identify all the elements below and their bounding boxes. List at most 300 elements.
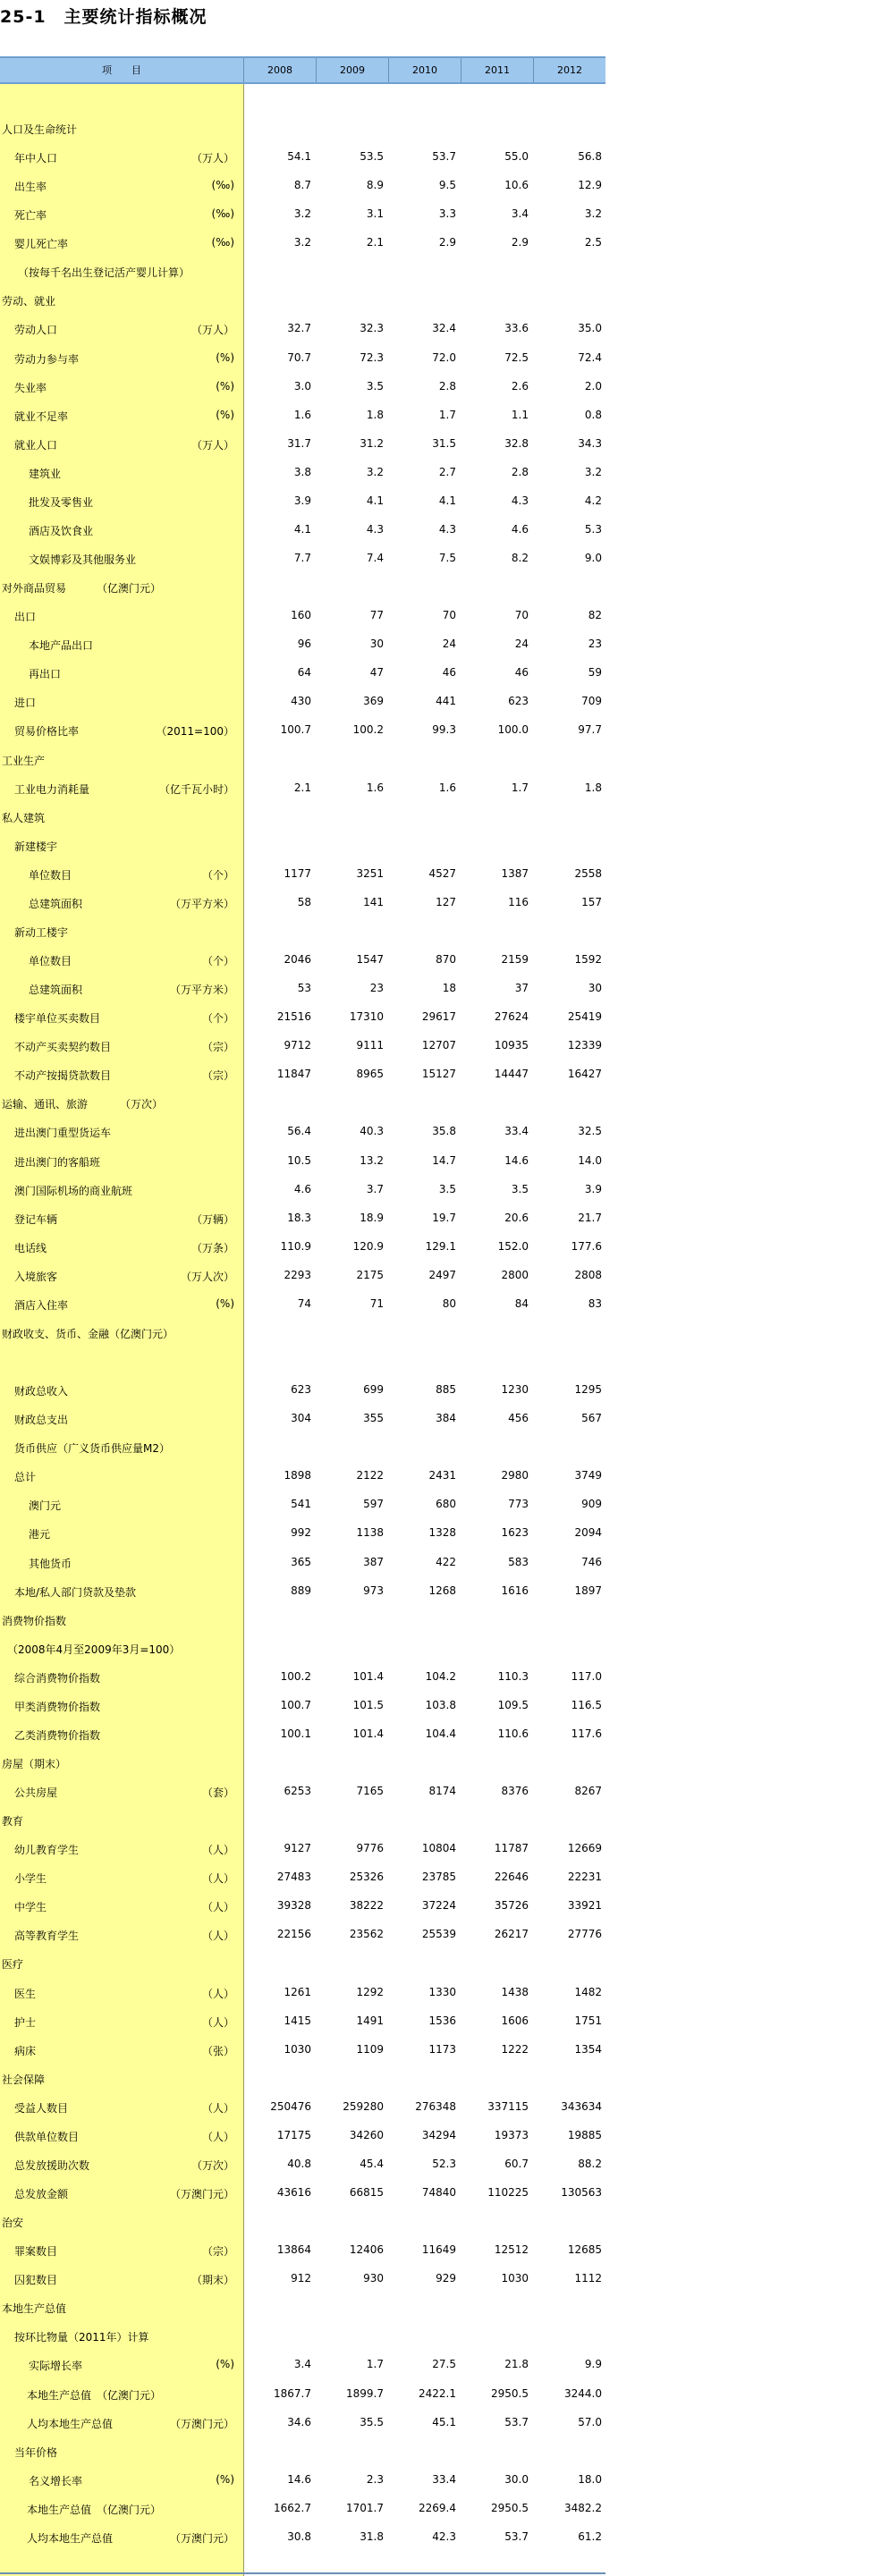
row-value-2012: 12685 bbox=[567, 2243, 602, 2257]
row-value-2008: 10.5 bbox=[287, 1153, 311, 1167]
row-unit: （万人次） bbox=[180, 1270, 234, 1283]
row-value-2008: 9712 bbox=[284, 1039, 311, 1052]
row-label: 治安 bbox=[2, 2217, 24, 2230]
row-value-2008: 992 bbox=[291, 1526, 311, 1540]
row-value-2008: 100.7 bbox=[280, 1698, 311, 1711]
row-value-2008: 96 bbox=[297, 638, 311, 651]
row-label: 私人建筑 bbox=[2, 811, 46, 824]
row-value-2011: 2.6 bbox=[511, 379, 529, 393]
row-label: 病床 bbox=[14, 2044, 37, 2057]
row-value-2010: 42.3 bbox=[432, 2530, 456, 2543]
row-value-2010: 12707 bbox=[421, 1039, 456, 1052]
row-value-2009: 30 bbox=[369, 638, 384, 651]
row-value-2009: 259280 bbox=[343, 2099, 384, 2113]
row-value-2008: 110.9 bbox=[280, 1239, 311, 1253]
row-value-2008: 39328 bbox=[276, 1899, 311, 1913]
row-label: 医生 bbox=[14, 1987, 37, 2000]
row-value-2012: 83 bbox=[588, 1296, 602, 1310]
row-value-2012: 1751 bbox=[574, 2014, 602, 2027]
row-label: 进出澳门重型货运车 bbox=[14, 1127, 112, 1140]
row-label: 人口及生命统计 bbox=[2, 123, 78, 136]
row-value-2009: 141 bbox=[363, 895, 384, 908]
row-label: 人均本地生产总值 bbox=[27, 2531, 114, 2545]
row-value-2008: 64 bbox=[297, 666, 311, 680]
row-value-2009: 66815 bbox=[349, 2186, 384, 2200]
row-value-2008: 54.1 bbox=[287, 150, 311, 164]
row-value-2009: 72.3 bbox=[360, 351, 384, 364]
row-value-2010: 3.5 bbox=[438, 1182, 456, 1195]
row-value-2012: 34.3 bbox=[578, 436, 602, 450]
row-label: 就业不足率 bbox=[14, 410, 69, 423]
row-unit: （万澳门元） bbox=[169, 2188, 234, 2201]
table-row bbox=[0, 2236, 605, 2265]
row-unit: (‰) bbox=[211, 236, 234, 249]
row-value-2011: 3.5 bbox=[511, 1182, 529, 1195]
row-value-2011: 53.7 bbox=[504, 2530, 529, 2543]
row-label: 贸易价格比率 bbox=[14, 725, 80, 739]
row-unit: （宗） bbox=[201, 1041, 234, 1054]
table-header bbox=[0, 56, 605, 84]
table-row bbox=[0, 1462, 605, 1491]
row-value-2008: 1.6 bbox=[293, 408, 311, 421]
row-value-2009: 23 bbox=[369, 982, 384, 995]
row-value-2008: 13864 bbox=[276, 2243, 311, 2257]
header-year: 2008 bbox=[244, 58, 317, 82]
row-value-2011: 337115 bbox=[487, 2099, 529, 2113]
table-row bbox=[0, 545, 605, 573]
table-row bbox=[0, 602, 605, 630]
row-unit: （万平方米） bbox=[169, 897, 234, 910]
row-value-2011: 4.6 bbox=[511, 522, 529, 536]
row-value-2008: 18.3 bbox=[287, 1211, 311, 1224]
row-label: 出口 bbox=[14, 611, 37, 624]
row-unit: （人） bbox=[201, 1872, 234, 1886]
row-value-2012: 16427 bbox=[567, 1068, 602, 1081]
row-value-2010: 276348 bbox=[415, 2099, 456, 2113]
row-value-2009: 973 bbox=[363, 1584, 384, 1597]
row-value-2010: 25539 bbox=[421, 1928, 456, 1941]
row-value-2010: 1173 bbox=[428, 2042, 456, 2056]
row-label: 入境旅客 bbox=[14, 1270, 58, 1283]
row-value-2011: 1616 bbox=[501, 1584, 529, 1597]
table-row bbox=[0, 1003, 605, 1032]
row-value-2010: 27.5 bbox=[432, 2358, 456, 2371]
row-value-2009: 101.4 bbox=[352, 1669, 384, 1683]
table-row bbox=[0, 2495, 605, 2523]
row-value-2011: 1438 bbox=[501, 1985, 529, 1998]
row-value-2010: 2.7 bbox=[438, 465, 456, 478]
table-row bbox=[0, 1290, 605, 1319]
row-value-2010: 1536 bbox=[428, 2014, 456, 2027]
row-label: 澳门国际机场的商业航班 bbox=[14, 1184, 133, 1197]
row-label: 就业人口 bbox=[14, 438, 58, 452]
row-value-2010: 1330 bbox=[428, 1985, 456, 1998]
row-label: 进口 bbox=[14, 697, 37, 710]
table-row bbox=[0, 143, 605, 172]
row-value-2010: 2.8 bbox=[438, 379, 456, 393]
row-value-2010: 53.7 bbox=[432, 150, 456, 164]
row-value-2010: 2422.1 bbox=[419, 2386, 456, 2400]
row-label: 财政收支、货币、金融（亿澳门元） bbox=[2, 1327, 174, 1340]
row-value-2012: 35.0 bbox=[578, 322, 602, 335]
row-label: 酒店入住率 bbox=[14, 1298, 69, 1312]
row-label: 按环比物量（2011年）计算 bbox=[14, 2331, 149, 2344]
row-unit: (%) bbox=[216, 408, 234, 421]
row-value-2009: 4.3 bbox=[366, 522, 384, 536]
row-value-2009: 53.5 bbox=[360, 150, 384, 164]
row-value-2010: 34294 bbox=[421, 2128, 456, 2141]
row-value-2012: 1897 bbox=[574, 1584, 602, 1597]
table-row bbox=[0, 1979, 605, 2007]
row-value-2012: 12.9 bbox=[578, 179, 602, 192]
row-value-2010: 8174 bbox=[428, 1785, 456, 1798]
table-row bbox=[0, 1863, 605, 1892]
row-value-2009: 2175 bbox=[356, 1268, 384, 1281]
row-value-2008: 11847 bbox=[276, 1068, 311, 1081]
row-value-2008: 3.2 bbox=[293, 236, 311, 249]
row-value-2012: 2808 bbox=[574, 1268, 602, 1281]
row-value-2012: 2.5 bbox=[584, 236, 602, 249]
row-value-2008: 1898 bbox=[284, 1469, 311, 1482]
row-value-2008: 1030 bbox=[284, 2042, 311, 2056]
row-value-2012: 32.5 bbox=[578, 1125, 602, 1138]
table-row bbox=[0, 2208, 605, 2236]
row-value-2009: 8965 bbox=[356, 1068, 384, 1081]
row-value-2011: 1230 bbox=[501, 1383, 529, 1397]
row-value-2012: 82 bbox=[588, 609, 602, 622]
row-label: 澳门元 bbox=[29, 1499, 62, 1513]
row-label: 护士 bbox=[14, 2015, 37, 2029]
row-value-2011: 14447 bbox=[494, 1068, 529, 1081]
row-label: 消费物价指数 bbox=[2, 1614, 67, 1627]
table-row bbox=[0, 746, 605, 774]
row-value-2008: 100.1 bbox=[280, 1727, 311, 1740]
row-label: 工业生产 bbox=[2, 754, 46, 767]
table-row bbox=[0, 200, 605, 229]
header-item: 项 目 bbox=[0, 58, 244, 82]
row-value-2008: 40.8 bbox=[287, 2157, 311, 2170]
row-value-2008: 1867.7 bbox=[274, 2386, 311, 2400]
row-label: 再出口 bbox=[29, 668, 62, 681]
row-value-2012: 59 bbox=[588, 666, 602, 680]
table-row bbox=[0, 1663, 605, 1692]
row-label: 小学生 bbox=[14, 1872, 47, 1886]
row-unit: （人） bbox=[201, 1844, 234, 1857]
row-label: 囚犯数目 bbox=[14, 2274, 58, 2287]
row-value-2012: 1354 bbox=[574, 2042, 602, 2056]
row-value-2009: 1.6 bbox=[366, 781, 384, 794]
row-value-2010: 35.8 bbox=[432, 1125, 456, 1138]
row-value-2009: 100.2 bbox=[352, 723, 384, 737]
row-value-2012: 33921 bbox=[567, 1899, 602, 1913]
row-value-2010: 2.9 bbox=[438, 236, 456, 249]
row-unit: （万人） bbox=[190, 438, 234, 452]
table-row bbox=[0, 1118, 605, 1146]
row-value-2012: 709 bbox=[581, 695, 602, 708]
row-label: 劳动人口 bbox=[14, 324, 58, 337]
row-label: 登记车辆 bbox=[14, 1212, 58, 1226]
row-value-2009: 77 bbox=[369, 609, 384, 622]
row-label: 本地生产总值 bbox=[27, 2503, 92, 2516]
row-label: 楼宇单位买卖数目 bbox=[14, 1012, 101, 1026]
row-label: 工业电力消耗量 bbox=[14, 782, 90, 796]
row-value-2011: 55.0 bbox=[504, 150, 529, 164]
row-value-2010: 46 bbox=[442, 666, 456, 680]
row-value-2010: 129.1 bbox=[425, 1239, 456, 1253]
table-row bbox=[0, 1204, 605, 1233]
table-row bbox=[0, 459, 605, 487]
row-value-2011: 8.2 bbox=[511, 552, 529, 565]
row-value-2012: 22231 bbox=[567, 1871, 602, 1884]
row-value-2011: 116 bbox=[508, 895, 529, 908]
row-value-2010: 384 bbox=[436, 1412, 456, 1425]
row-value-2009: 3.5 bbox=[366, 379, 384, 393]
row-unit: （万辆） bbox=[190, 1212, 234, 1226]
row-unit: （人） bbox=[201, 1987, 234, 2000]
row-label: 当年价格 bbox=[14, 2445, 58, 2459]
row-value-2011: 37 bbox=[514, 982, 529, 995]
row-value-2009: 38222 bbox=[349, 1899, 384, 1913]
row-value-2012: 14.0 bbox=[578, 1153, 602, 1167]
row-value-2012: 4.2 bbox=[584, 494, 602, 507]
row-label: 实际增长率 bbox=[29, 2360, 83, 2373]
row-value-2012: 1482 bbox=[574, 1985, 602, 1998]
row-value-2008: 8.7 bbox=[293, 179, 311, 192]
row-value-2008: 58 bbox=[297, 895, 311, 908]
row-value-2008: 1177 bbox=[284, 866, 311, 880]
table-row bbox=[0, 373, 605, 401]
row-value-2012: 117.0 bbox=[571, 1669, 602, 1683]
row-value-2009: 3.2 bbox=[366, 465, 384, 478]
table-row bbox=[0, 2093, 605, 2122]
row-label: 出生率 bbox=[14, 181, 47, 194]
row-value-2010: 441 bbox=[436, 695, 456, 708]
row-value-2011: 35726 bbox=[494, 1899, 529, 1913]
row-label: 人均本地生产总值 bbox=[27, 2417, 114, 2430]
row-value-2012: 27776 bbox=[567, 1928, 602, 1941]
row-value-2010: 422 bbox=[436, 1555, 456, 1568]
row-label: 建筑业 bbox=[29, 467, 62, 480]
row-label: 财政总收入 bbox=[14, 1385, 69, 1398]
table-row bbox=[0, 2122, 605, 2150]
table-row bbox=[0, 258, 605, 286]
row-value-2012: 12339 bbox=[567, 1039, 602, 1052]
row-value-2010: 72.0 bbox=[432, 351, 456, 364]
row-value-2009: 71 bbox=[369, 1296, 384, 1310]
row-value-2010: 31.5 bbox=[432, 436, 456, 450]
table-row bbox=[0, 344, 605, 373]
row-value-2011: 33.6 bbox=[504, 322, 529, 335]
row-value-2011: 109.5 bbox=[497, 1698, 529, 1711]
row-unit: （人） bbox=[201, 2130, 234, 2143]
table-row bbox=[0, 1376, 605, 1405]
row-value-2008: 9127 bbox=[284, 1842, 311, 1855]
row-value-2010: 29617 bbox=[421, 1010, 456, 1024]
row-label: 新建楼宇 bbox=[14, 840, 58, 853]
table-row bbox=[0, 688, 605, 716]
row-value-2009: 40.3 bbox=[360, 1125, 384, 1138]
table-row bbox=[0, 1060, 605, 1089]
row-label: 对外商品贸易 bbox=[2, 582, 67, 595]
row-value-2008: 365 bbox=[291, 1555, 311, 1568]
row-value-2009: 1.7 bbox=[366, 2358, 384, 2371]
table-title: 主要统计指标概况 bbox=[64, 7, 207, 27]
row-unit: （亿澳门元） bbox=[97, 2388, 162, 2402]
table-row bbox=[0, 832, 605, 860]
row-value-2012: 343634 bbox=[561, 2099, 602, 2113]
row-unit: （人） bbox=[201, 1930, 234, 1943]
row-value-2010: 9.5 bbox=[438, 179, 456, 192]
row-value-2011: 2.8 bbox=[511, 465, 529, 478]
row-label: 医疗 bbox=[2, 1958, 24, 1972]
row-value-2012: 567 bbox=[581, 1412, 602, 1425]
row-label: 运输、通讯、旅游 bbox=[2, 1098, 89, 1111]
row-label: 总建筑面积 bbox=[29, 984, 83, 997]
row-value-2011: 1030 bbox=[501, 2272, 529, 2285]
row-value-2009: 18.9 bbox=[360, 1211, 384, 1224]
table-row bbox=[0, 1347, 605, 1376]
table-row bbox=[0, 114, 605, 143]
row-value-2009: 1701.7 bbox=[346, 2501, 384, 2514]
row-value-2011: 14.6 bbox=[504, 1153, 529, 1167]
row-label: 进出澳门的客船班 bbox=[14, 1155, 101, 1169]
row-value-2008: 30.8 bbox=[287, 2530, 311, 2543]
row-value-2011: 110.6 bbox=[497, 1727, 529, 1740]
row-label: 中学生 bbox=[14, 1901, 47, 1914]
row-value-2011: 583 bbox=[508, 1555, 529, 1568]
row-unit: （亿澳门元） bbox=[97, 582, 162, 595]
row-value-2009: 17310 bbox=[349, 1010, 384, 1024]
row-value-2012: 25419 bbox=[567, 1010, 602, 1024]
row-label: 批发及零售业 bbox=[29, 495, 94, 509]
row-value-2011: 21.8 bbox=[504, 2358, 529, 2371]
table-row bbox=[0, 1491, 605, 1519]
row-unit: （万人） bbox=[190, 152, 234, 165]
row-value-2009: 355 bbox=[363, 1412, 384, 1425]
row-label: 受益人数目 bbox=[14, 2101, 69, 2115]
row-value-2008: 7.7 bbox=[293, 552, 311, 565]
table-row bbox=[0, 1634, 605, 1663]
row-value-2012: 3749 bbox=[574, 1469, 602, 1482]
row-value-2008: 34.6 bbox=[287, 2415, 311, 2428]
row-value-2012: 2094 bbox=[574, 1526, 602, 1540]
row-value-2009: 597 bbox=[363, 1498, 384, 1511]
table-row bbox=[0, 2007, 605, 2036]
row-unit: （个） bbox=[201, 1012, 234, 1026]
row-value-2010: 32.4 bbox=[432, 322, 456, 335]
row-value-2009: 13.2 bbox=[360, 1153, 384, 1167]
table-row bbox=[0, 516, 605, 545]
row-value-2010: 4527 bbox=[428, 866, 456, 880]
row-value-2011: 110225 bbox=[487, 2186, 529, 2200]
row-value-2012: 2.0 bbox=[584, 379, 602, 393]
row-value-2012: 88.2 bbox=[578, 2157, 602, 2170]
row-value-2010: 33.4 bbox=[432, 2472, 456, 2486]
row-value-2009: 31.8 bbox=[360, 2530, 384, 2543]
table-row bbox=[0, 1692, 605, 1720]
row-value-2011: 3.4 bbox=[511, 207, 529, 221]
row-unit: （万平方米） bbox=[169, 984, 234, 997]
row-value-2009: 47 bbox=[369, 666, 384, 680]
row-value-2012: 21.7 bbox=[578, 1211, 602, 1224]
row-value-2012: 57.0 bbox=[578, 2415, 602, 2428]
row-value-2008: 4.1 bbox=[293, 522, 311, 536]
header-year: 2009 bbox=[317, 58, 389, 82]
row-value-2012: 1.8 bbox=[584, 781, 602, 794]
row-value-2008: 2293 bbox=[284, 1268, 311, 1281]
row-unit: (%) bbox=[216, 1296, 234, 1310]
row-value-2012: 2558 bbox=[574, 866, 602, 880]
row-label: 总计 bbox=[14, 1471, 37, 1484]
row-value-2009: 1.8 bbox=[366, 408, 384, 421]
row-unit: （万人） bbox=[190, 324, 234, 337]
row-value-2010: 15127 bbox=[421, 1068, 456, 1081]
row-value-2012: 9.0 bbox=[584, 552, 602, 565]
row-value-2011: 4.3 bbox=[511, 494, 529, 507]
row-value-2009: 25326 bbox=[349, 1871, 384, 1884]
row-value-2008: 3.4 bbox=[293, 2358, 311, 2371]
row-value-2009: 1491 bbox=[356, 2014, 384, 2027]
row-label: 综合消费物价指数 bbox=[14, 1671, 101, 1685]
row-value-2008: 21516 bbox=[276, 1010, 311, 1024]
row-unit: （张） bbox=[201, 2044, 234, 2057]
row-value-2010: 1328 bbox=[428, 1526, 456, 1540]
row-value-2008: 160 bbox=[291, 609, 311, 622]
row-value-2008: 70.7 bbox=[287, 351, 311, 364]
table-row bbox=[0, 860, 605, 889]
row-value-2008: 304 bbox=[291, 1412, 311, 1425]
row-label: （按每千名出生登记活产婴儿计算） bbox=[18, 266, 190, 280]
row-value-2008: 3.0 bbox=[293, 379, 311, 393]
row-value-2010: 4.3 bbox=[438, 522, 456, 536]
row-value-2011: 22646 bbox=[494, 1871, 529, 1884]
row-unit: （人） bbox=[201, 2101, 234, 2115]
table-row bbox=[0, 2036, 605, 2065]
table-row bbox=[0, 2293, 605, 2322]
row-label: 本地生产总值 bbox=[27, 2388, 92, 2402]
row-value-2008: 74 bbox=[297, 1296, 311, 1310]
table-row bbox=[0, 1089, 605, 1118]
row-value-2008: 623 bbox=[291, 1383, 311, 1397]
row-value-2011: 110.3 bbox=[497, 1669, 529, 1683]
row-value-2010: 1.7 bbox=[438, 408, 456, 421]
row-value-2008: 2.1 bbox=[293, 781, 311, 794]
row-label: 名义增长率 bbox=[29, 2474, 83, 2487]
row-value-2012: 1112 bbox=[574, 2272, 602, 2285]
row-value-2010: 870 bbox=[436, 953, 456, 967]
table-row bbox=[0, 630, 605, 659]
row-unit: (%) bbox=[216, 379, 234, 393]
row-value-2011: 84 bbox=[514, 1296, 529, 1310]
row-value-2012: 5.3 bbox=[584, 522, 602, 536]
row-value-2011: 26217 bbox=[494, 1928, 529, 1941]
row-value-2009: 699 bbox=[363, 1383, 384, 1397]
row-value-2009: 9111 bbox=[356, 1039, 384, 1052]
row-value-2009: 387 bbox=[363, 1555, 384, 1568]
row-label: 劳动力参与率 bbox=[14, 352, 80, 366]
row-value-2010: 2497 bbox=[428, 1268, 456, 1281]
row-value-2012: 157 bbox=[581, 895, 602, 908]
row-label: 财政总支出 bbox=[14, 1414, 69, 1427]
table-row bbox=[0, 229, 605, 258]
row-value-2008: 1415 bbox=[284, 2014, 311, 2027]
row-value-2009: 35.5 bbox=[360, 2415, 384, 2428]
row-value-2008: 1662.7 bbox=[274, 2501, 311, 2514]
row-unit: （宗） bbox=[201, 2245, 234, 2259]
row-value-2012: 1592 bbox=[574, 953, 602, 967]
row-value-2011: 1606 bbox=[501, 2014, 529, 2027]
row-unit: （万条） bbox=[190, 1241, 234, 1254]
